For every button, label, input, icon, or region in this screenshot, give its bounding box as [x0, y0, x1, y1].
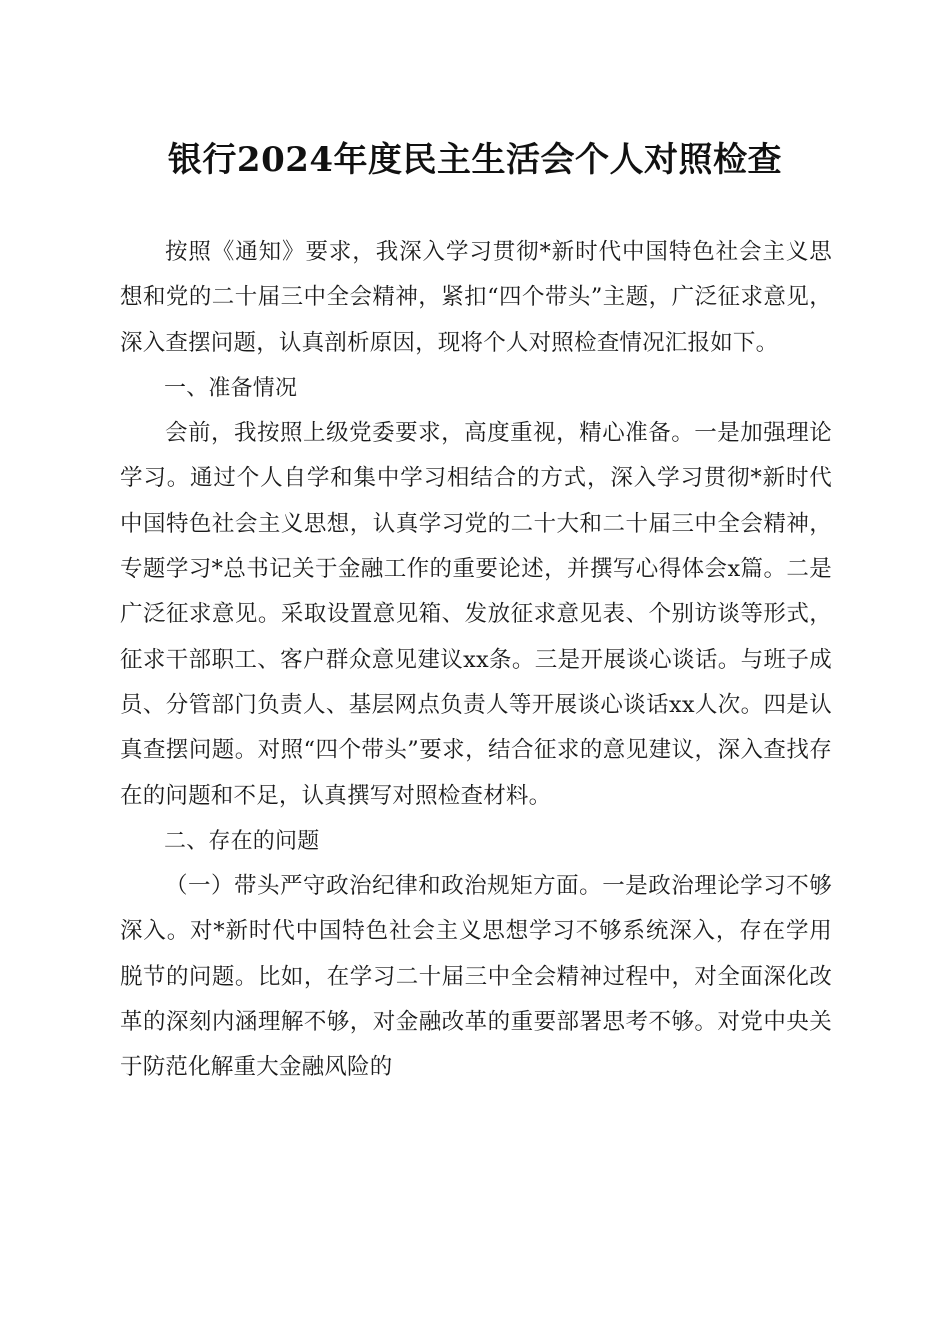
- document-title: 银行2024年度民主生活会个人对照检查: [167, 140, 783, 180]
- section-heading-preparation: 一、准备情况: [164, 375, 298, 401]
- preparation-paragraph: 会前，我按照上级党委要求，高度重视，精心准备。一是加强理论学习。通过个人自学和集中学习相结合的方式，深入学习贯彻*新时代中国特色社会主义思想，认真学习党的二十大和二十届三中全会精神，专题学习*总书记关于金融工作的重要论述，并撰写心得体会x篇。二是广泛征求意见。采取设置意见箱、发放征求意见表、个别访谈等形式，征求干部职工、客户群众意见建议xx条。三是开展谈心谈话。与班子成员、分管部门负责人、基层网点负责人等开展谈心谈话xx人次。四是认真查摆问题。对照“四个带头”要求，结合征求的意见建议，深入查找存在的问题和不足，认真撰写对照检查材料。: [120, 420, 832, 809]
- document-body: [120, 230, 832, 1091]
- problems-paragraph-1: （一）带头严守政治纪律和政治规矩方面。一是政治理论学习不够深入。对*新时代中国特色社会主义思想学习不够系统深入，存在学用脱节的问题。比如，在学习二十届三中全会精神过程中，对全面深化改革的深刻内涵理解不够，对金融改革的重要部署思考不够。对党中央关于防范化解重大金融风险的: [120, 873, 832, 1081]
- intro-paragraph: 按照《通知》要求，我深入学习贯彻*新时代中国特色社会主义思想和党的二十届三中全会精神，紧扣“四个带头”主题，广泛征求意见，深入查摆问题，认真剖析原因，现将个人对照检查情况汇报如下。: [120, 239, 832, 356]
- section-heading-problems: 二、存在的问题: [164, 828, 320, 854]
